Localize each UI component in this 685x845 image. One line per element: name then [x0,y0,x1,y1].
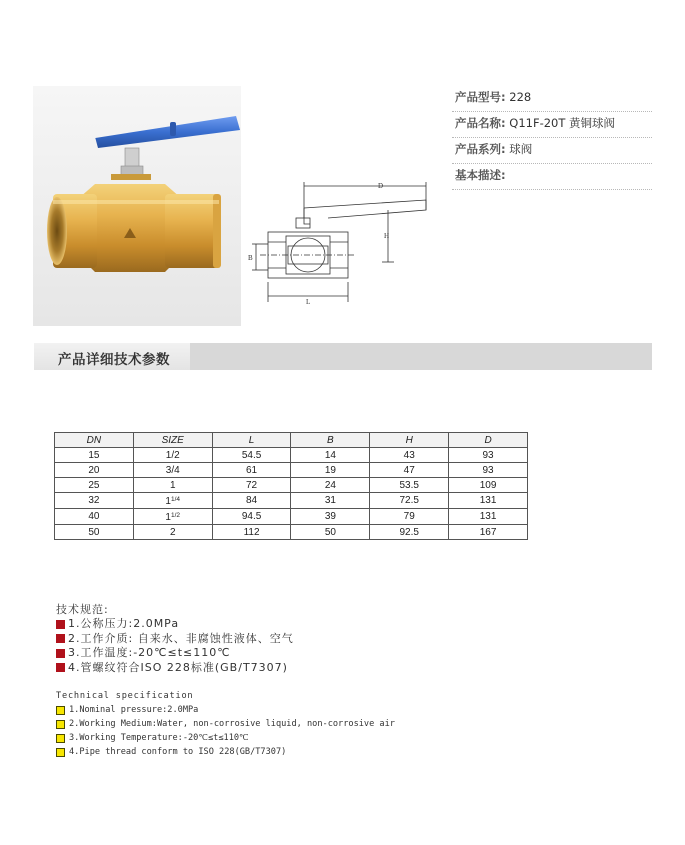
info-value: 球阀 [509,142,533,156]
cell-h: 79 [370,509,449,525]
table-row [55,509,528,525]
technical-drawing [246,178,436,310]
dim-label-d: D [378,182,384,190]
cell-l: 61 [212,463,291,478]
table-row [55,525,528,540]
table-row [55,478,528,493]
dim-label-h: H [384,232,390,240]
col-header-l: L [212,433,291,448]
cell-d: 93 [449,463,528,478]
cell-dn: 20 [55,463,134,478]
cell-dn: 32 [55,493,134,509]
info-row-model [452,86,652,112]
product-info-list [452,86,652,190]
cell-size [133,493,212,509]
cell-d: 131 [449,493,528,509]
cell-b: 31 [291,493,370,509]
cell-b: 50 [291,525,370,540]
cell-d: 131 [449,509,528,525]
table-row [55,448,528,463]
cell-l: 84 [212,493,291,509]
cell-d: 167 [449,525,528,540]
col-header-h: H [370,433,449,448]
size-frac: 3/4 [165,464,180,476]
cell-b: 14 [291,448,370,463]
cell-l: 54.5 [212,448,291,463]
cell-size [133,525,212,540]
info-key: 产品系列: [455,142,506,156]
table-row [55,463,528,478]
en-spec-item [56,731,395,745]
cell-size [133,509,212,525]
yellow-square-bullet-icon [56,720,65,729]
cell-h: 53.5 [370,478,449,493]
en-spec-block [56,689,395,759]
info-key: 基本描述: [455,168,506,182]
cn-spec-item [56,646,294,661]
table-header-row [55,433,528,448]
cn-spec-item [56,661,294,676]
cell-h: 92.5 [370,525,449,540]
size-frac: 1/4 [170,496,181,503]
size-whole: 2 [169,526,176,538]
cell-size [133,478,212,493]
yellow-square-bullet-icon [56,706,65,715]
size-frac: 1/2 [170,512,181,519]
cell-dn: 15 [55,448,134,463]
section-header-bar [34,343,652,370]
cell-d: 109 [449,478,528,493]
size-whole: 1 [165,512,171,523]
col-header-d: D [449,433,528,448]
section-title: 产品详细技术参数 [58,352,170,368]
red-square-bullet-icon [56,663,65,672]
en-spec-item [56,703,395,717]
col-header-dn: DN [55,433,134,448]
col-header-size: SIZE [133,433,212,448]
cell-size [133,463,212,478]
dim-label-b: B [248,254,253,262]
cell-h: 43 [370,448,449,463]
cell-b: 19 [291,463,370,478]
yellow-square-bullet-icon [56,734,65,743]
cell-b: 39 [291,509,370,525]
info-value: Q11F-20T 黄铜球阀 [509,116,616,130]
yellow-square-bullet-icon [56,748,65,757]
spec-table [54,432,528,540]
cell-h: 47 [370,463,449,478]
cell-d: 93 [449,448,528,463]
cell-dn: 50 [55,525,134,540]
info-key: 产品型号: [455,90,506,104]
cell-l: 72 [212,478,291,493]
info-key: 产品名称: [455,116,506,130]
en-spec-text: 3.Working Temperature:-20℃≤t≤110℃ [69,733,249,743]
cell-h: 72.5 [370,493,449,509]
cell-l: 112 [212,525,291,540]
info-row-series [452,138,652,164]
cn-spec-text: 1.公称压力:2.0MPa [68,617,180,630]
red-square-bullet-icon [56,649,65,658]
en-spec-item [56,745,395,759]
en-spec-title: Technical specification [56,691,194,701]
cn-spec-text: 3.工作温度:-20℃≤t≤110℃ [68,646,231,659]
cn-spec-block [56,602,294,675]
cell-l: 94.5 [212,509,291,525]
size-whole: 1 [165,496,171,507]
info-row-description [452,164,652,190]
info-value: 228 [509,90,532,104]
cell-b: 24 [291,478,370,493]
product-photo [33,86,241,326]
valve-dimension-drawing [246,178,436,310]
col-header-b: B [291,433,370,448]
red-square-bullet-icon [56,620,65,629]
cell-size [133,448,212,463]
ball-valve-image [33,86,241,326]
cn-spec-item [56,617,294,632]
size-frac: 1/2 [165,449,180,461]
table-row [55,493,528,509]
cn-spec-item [56,632,294,647]
cn-spec-title: 技术规范: [56,603,109,616]
size-whole: 1 [169,479,176,491]
dim-label-l: L [306,298,311,306]
en-spec-item [56,717,395,731]
info-row-name [452,112,652,138]
en-spec-text: 2.Working Medium:Water, non-corrosive liquid, non-corrosive air [69,719,395,729]
en-spec-text: 4.Pipe thread conform to ISO 228(GB/T7307) [69,747,287,757]
cell-dn: 25 [55,478,134,493]
red-square-bullet-icon [56,634,65,643]
en-spec-text: 1.Nominal pressure:2.0MPa [69,705,199,715]
cn-spec-text: 4.管螺纹符合ISO 228标准(GB/T7307) [68,660,288,674]
cn-spec-text: 2.工作介质: 自来水、非腐蚀性液体、空气 [68,631,294,645]
cell-dn: 40 [55,509,134,525]
